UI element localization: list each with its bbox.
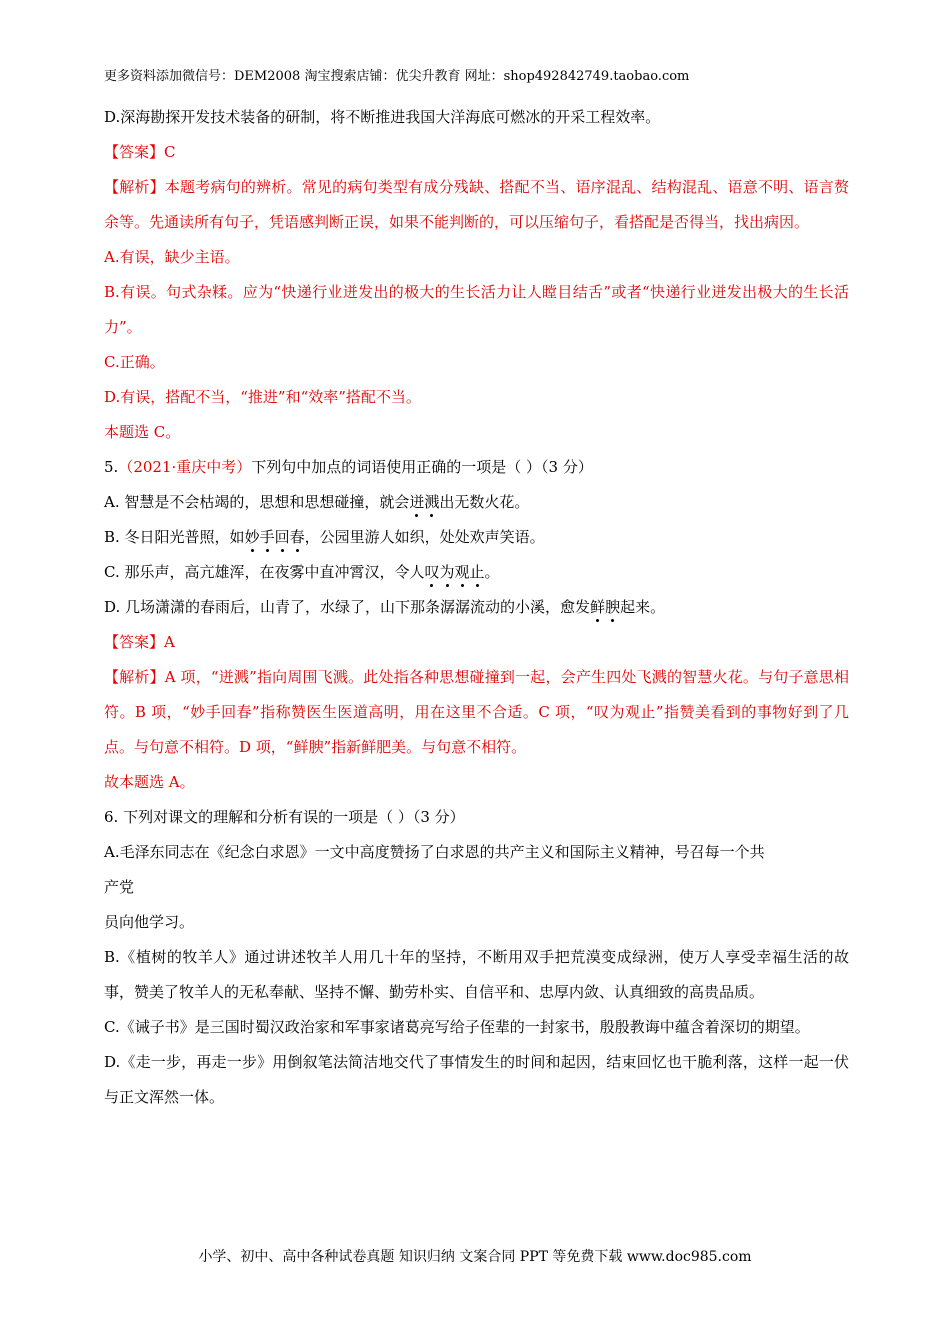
dotted-word <box>424 563 484 581</box>
q6-option-a-line2: 产党 <box>104 878 135 896</box>
dotted-char: 腴 <box>605 598 621 616</box>
q6-option-a-line3: 员向他学习。 <box>104 913 195 931</box>
option-text: A. 智慧是不会枯竭的，思想和思想碰撞，就会 <box>104 493 410 511</box>
q5-analysis: 【解析】A 项，“迸溅”指向周围飞溅。此处指各种思想碰撞到一起，会产生四处飞溅的智慧火花。与句子意思相符。B 项，“妙手回春”指称赞医生医道高明，用在这里不合适。C 项，“叹为观止”指赞美看到的事物好到了几点。与句意不相符。D 项，“鲜腴”指新鲜肥美。与句意不相符。 <box>104 668 849 756</box>
q4-analysis-b: B.有误。句式杂糅。应为“快递行业迸发出的极大的生长活力让人瞠目结舌”或者“快递行业迸发出极大的生长活力”。 <box>104 283 849 336</box>
q5-stem <box>104 450 849 485</box>
dotted-char: 回 <box>274 528 290 546</box>
q4-answer: 【答案】C <box>104 143 176 161</box>
option-text: B. 冬日阳光普照，如 <box>104 528 245 546</box>
q5-stem-text: 下列句中加点的词语使用正确的一项是（ ）（3 分） <box>251 458 593 476</box>
dotted-char: 止 <box>469 563 485 581</box>
q5-conclusion: 故本题选 A。 <box>104 773 195 791</box>
q4-analysis-d: D.有误，搭配不当，“推进”和“效率”搭配不当。 <box>104 388 421 406</box>
q5-number: 5. <box>104 458 119 476</box>
q4-analysis-c: C.正确。 <box>104 353 165 371</box>
dotted-char: 春 <box>289 528 305 546</box>
q5-option-c <box>104 555 849 590</box>
option-text: 出无数火花。 <box>439 493 530 511</box>
option-text: D. 几场潇潇的春雨后，山青了，水绿了，山下那条潺潺流动的小溪，愈发 <box>104 598 591 616</box>
q4-option-d: D.深海勘探开发技术装备的研制，将不断推进我国大洋海底可燃冰的开采工程效率。 <box>104 108 661 126</box>
q4-analysis-a: A.有误，缺少主语。 <box>104 248 240 266</box>
document-body <box>104 100 849 1115</box>
q5-option-b <box>104 520 849 555</box>
dotted-word <box>245 528 305 546</box>
dotted-word <box>409 493 439 511</box>
q4-conclusion: 本题选 C。 <box>104 423 181 441</box>
dotted-char: 迸 <box>409 493 425 511</box>
dotted-char: 溅 <box>424 493 440 511</box>
q6-stem: 6. 下列对课文的理解和分析有误的一项是（ ）（3 分） <box>104 808 465 826</box>
q4-analysis: 【解析】本题考病句的辨析。常见的病句类型有成分残缺、搭配不当、语序混乱、结构混乱、语意不明、语言赘余等。先通读所有句子，凭语感判断正误，如果不能判断的，可以压缩句子，看搭配是否得当，找出病因。 <box>104 178 849 231</box>
option-text: ，公园里游人如织，处处欢声笑语。 <box>304 528 545 546</box>
page-footer: 小学、初中、高中各种试卷真题 知识归纳 文案合同 PPT 等免费下载 www.doc985.com <box>198 1249 752 1265</box>
q5-option-d <box>104 590 849 625</box>
q6-option-a-line1: A.毛泽东同志在《纪念白求恩》一文中高度赞扬了白求恩的共产主义和国际主义精神，号召每一个共 <box>104 843 765 861</box>
q6-option-b: B.《植树的牧羊人》通过讲述牧羊人用几十年的坚持，不断用双手把荒漠变成绿洲，使万人享受幸福生活的故事，赞美了牧羊人的无私奉献、坚持不懈、勤劳朴实、自信平和、忠厚内敛、认真细致的高贵品质。 <box>104 948 849 1001</box>
q6-option-c: C.《诫子书》是三国时蜀汉政治家和军事家诸葛亮写给子侄辈的一封家书，殷殷教诲中蕴含着深切的期望。 <box>104 1018 810 1036</box>
option-text: 。 <box>484 563 500 581</box>
dotted-char: 妙 <box>244 528 260 546</box>
q5-source: （2021·重庆中考） <box>118 458 252 476</box>
q6-option-d: D.《走一步，再走一步》用倒叙笔法简洁地交代了事情发生的时间和起因，结束回忆也干脆利落，这样一起一伏与正文浑然一体。 <box>104 1053 849 1106</box>
option-text: C. 那乐声，高亢雄浑，在夜雾中直冲霄汉，令人 <box>104 563 425 581</box>
dotted-char: 手 <box>259 528 275 546</box>
dotted-char: 叹 <box>424 563 440 581</box>
dotted-char: 观 <box>454 563 470 581</box>
option-text: 起来。 <box>620 598 666 616</box>
page-header: 更多资料添加微信号：DEM2008 淘宝搜索店铺：优尖升教育 网址：shop492842749.taobao.com <box>104 69 690 84</box>
q5-option-a <box>104 485 849 520</box>
dotted-word <box>590 598 620 616</box>
dotted-char: 鲜 <box>590 598 606 616</box>
q5-answer: 【答案】A <box>104 633 175 651</box>
dotted-char: 为 <box>439 563 455 581</box>
